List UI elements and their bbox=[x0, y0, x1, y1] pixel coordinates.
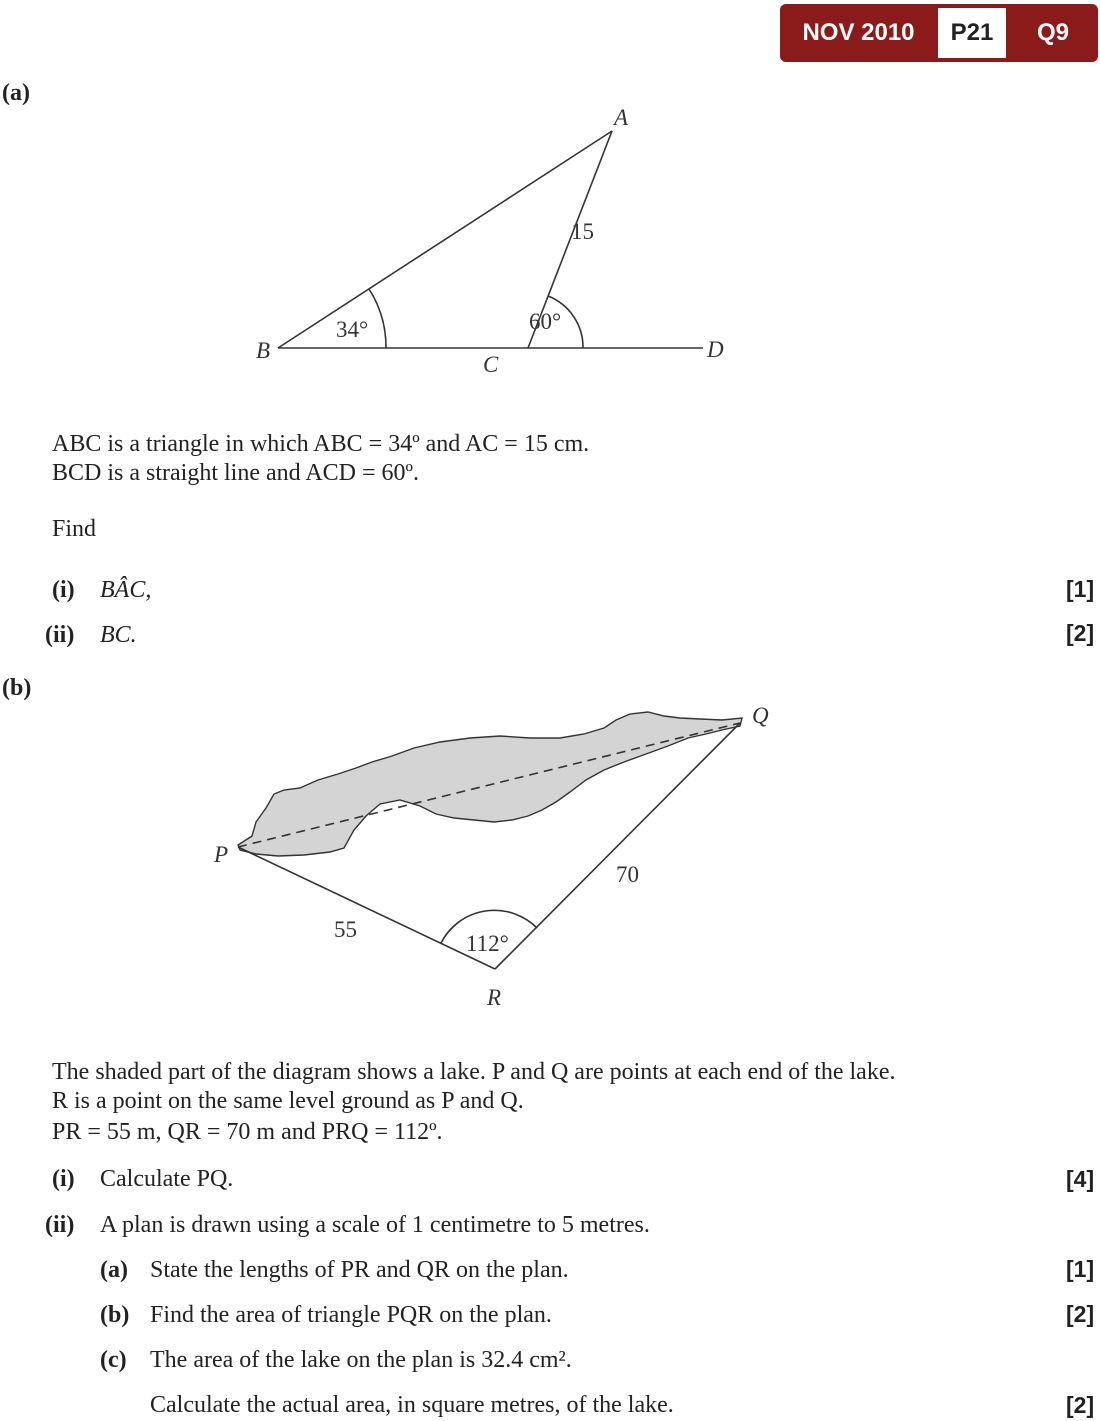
part-b-q2a-mark: [1] bbox=[1066, 1256, 1095, 1282]
part-b-q2c-num: (c) bbox=[100, 1347, 127, 1373]
part-a-q2-num: (ii) bbox=[45, 622, 75, 648]
part-b-line3: PR = 55 m, QR = 70 m and PRQ = 112º. bbox=[52, 1119, 443, 1145]
part-b-q2c-text2: Calculate the actual area, in square metres, of the lake. bbox=[150, 1392, 674, 1418]
side-pr bbox=[238, 847, 495, 969]
part-a-q1-num: (i) bbox=[52, 577, 75, 603]
part-a-q2-text: BC. bbox=[100, 622, 137, 648]
label-b: B bbox=[256, 338, 271, 363]
label-d: D bbox=[707, 337, 724, 362]
part-b-line2: R is a point on the same level ground as P and Q. bbox=[52, 1088, 524, 1114]
side-ac-length: 15 bbox=[571, 219, 594, 244]
part-b-q2-text: A plan is drawn using a scale of 1 centimetre to 5 metres. bbox=[100, 1212, 650, 1238]
part-b-q2b-mark: [2] bbox=[1066, 1301, 1095, 1327]
question-label: Q9 bbox=[1036, 19, 1069, 46]
angle-c-value: 60° bbox=[529, 309, 562, 334]
part-a-q1-text: BÂC, bbox=[100, 577, 152, 603]
part-a-q2-mark: [2] bbox=[1066, 620, 1095, 646]
part-b-q1-num: (i) bbox=[52, 1166, 75, 1192]
part-b-q2b-num: (b) bbox=[100, 1302, 130, 1328]
label-q: Q bbox=[752, 703, 769, 728]
part-a-label: (a) bbox=[2, 80, 30, 106]
label-r: R bbox=[487, 985, 502, 1010]
label-p: P bbox=[214, 842, 229, 867]
part-b-q1-text: Calculate PQ. bbox=[100, 1166, 234, 1192]
triangle-abc-diagram bbox=[0, 100, 1100, 390]
part-b-label: (b) bbox=[2, 675, 32, 701]
side-ba bbox=[278, 131, 612, 348]
part-b-line1: The shaded part of the diagram shows a lake. P and Q are points at each end of the lake. bbox=[52, 1059, 896, 1085]
label-a: A bbox=[614, 105, 629, 130]
angle-b-value: 34° bbox=[336, 317, 369, 342]
part-b-q2-num: (ii) bbox=[45, 1212, 75, 1238]
angle-b-arc bbox=[369, 289, 386, 348]
part-b-q2a-num: (a) bbox=[100, 1257, 128, 1283]
question-badge bbox=[780, 4, 1098, 62]
part-b-q2b-text: Find the area of triangle PQR on the plan. bbox=[150, 1302, 552, 1328]
part-b-q2c-text: The area of the lake on the plan is 32.4 cm². bbox=[150, 1347, 572, 1373]
part-b-q2c-mark: [2] bbox=[1066, 1392, 1095, 1418]
side-pr-length: 55 bbox=[334, 917, 357, 942]
paper-label: P21 bbox=[938, 8, 1006, 58]
part-a-q1-mark: [1] bbox=[1066, 576, 1095, 602]
part-b-q2a-text: State the lengths of PR and QR on the plan. bbox=[150, 1257, 569, 1283]
label-c: C bbox=[483, 352, 499, 377]
part-b-q1-mark: [4] bbox=[1066, 1166, 1095, 1192]
session-label: NOV 2010 bbox=[802, 19, 915, 46]
part-a-find: Find bbox=[52, 516, 97, 542]
angle-r-value: 112° bbox=[466, 931, 509, 956]
part-a-line2: BCD is a straight line and ACD = 60º. bbox=[52, 460, 419, 486]
part-a-line1: ABC is a triangle in which ABC = 34º and AC = 15 cm. bbox=[52, 431, 590, 457]
lake-triangle-diagram bbox=[0, 690, 1100, 1020]
side-qr-length: 70 bbox=[616, 862, 639, 887]
